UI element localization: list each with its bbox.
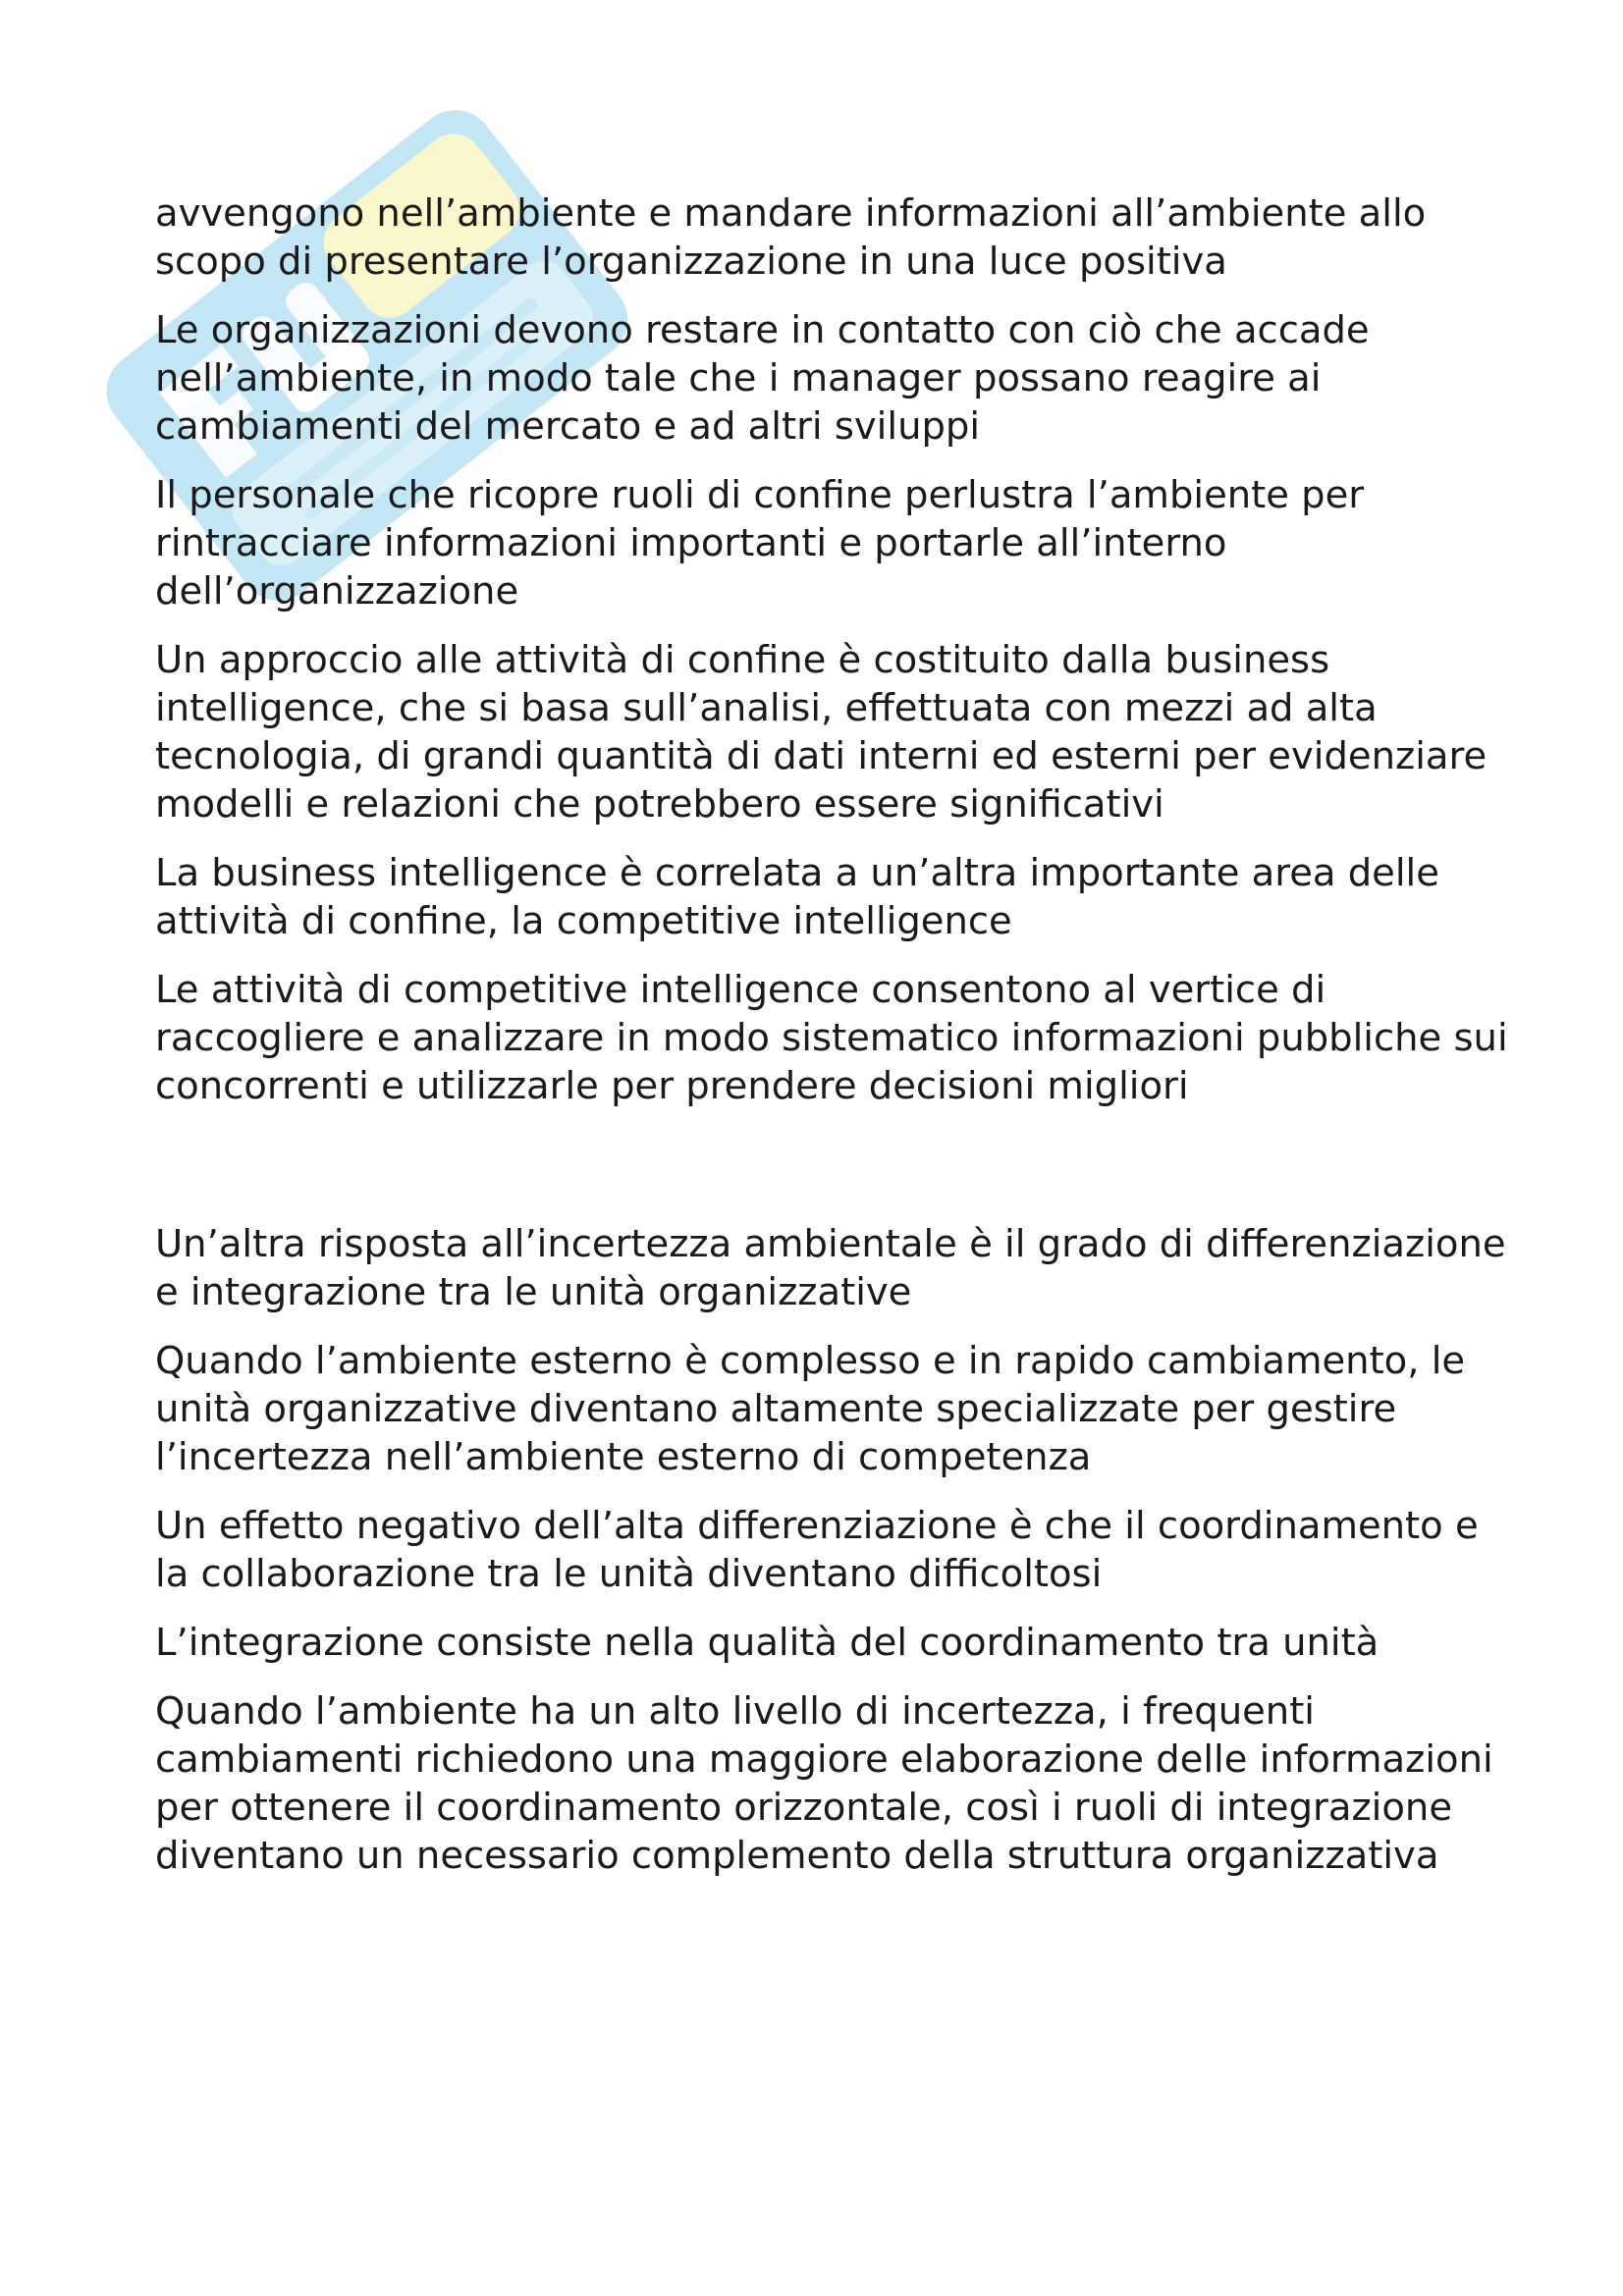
section-spacer <box>155 1131 1510 1220</box>
paragraph: Le attività di competitive intelligence consentono al vertice di raccogliere e analizzare in modo sistematico informazioni pubbliche sui concorrenti e utilizzarle per prendere decisioni migliori <box>155 968 1508 1108</box>
paragraph: L’integrazione consiste nella qualità del coordinamento tra unità <box>155 1621 1380 1665</box>
section-two <box>155 1220 1510 1880</box>
page-body <box>155 189 1510 1900</box>
paragraph: Un approccio alle attività di confine è costituito dalla business intelligence, che si basa sull’analisi, effettuata con mezzi ad alta tecnologia, di grandi quantità di dati interni ed esterni per evidenziare modelli e relazioni che potrebbero essere significativi <box>155 638 1488 827</box>
paragraph: Quando l’ambiente esterno è complesso e in rapido cambiamento, le unità organizzative diventano altamente specializzate per gestire l’incertezza nell’ambiente esterno di competenza <box>155 1339 1466 1479</box>
paragraph: avvengono nell’ambiente e mandare informazioni all’ambiente allo scopo di presentare l’organizzazione in una luce positiva <box>155 191 1427 284</box>
paragraph: Un effetto negativo dell’alta differenziazione è che il coordinamento e la collaborazione tra le unità diventano difficoltosi <box>155 1504 1479 1596</box>
paragraph: Quando l’ambiente ha un alto livello di incertezza, i frequenti cambiamenti richiedono una maggiore elaborazione delle informazioni per ottenere il coordinamento orizzontale, così i ruoli di integrazione diventano un necessario complemento della struttura organizzativa <box>155 1689 1493 1878</box>
paragraph: Le organizzazioni devono restare in contatto con ciò che accade nell’ambiente, in modo tale che i manager possano reagire ai cambiamenti del mercato e ad altri sviluppi <box>155 308 1370 449</box>
paragraph: Il personale che ricopre ruoli di confine perlustra l’ambiente per rintracciare informazioni importanti e portarle all’interno dell’organizzazione <box>155 473 1365 614</box>
section-one <box>155 189 1510 1110</box>
paragraph: La business intelligence è correlata a un’altra importante area delle attività di confine, la competitive intelligence <box>155 851 1439 943</box>
paragraph: Un’altra risposta all’incertezza ambientale è il grado di differenziazione e integrazione tra le unità organizzative <box>155 1222 1506 1314</box>
